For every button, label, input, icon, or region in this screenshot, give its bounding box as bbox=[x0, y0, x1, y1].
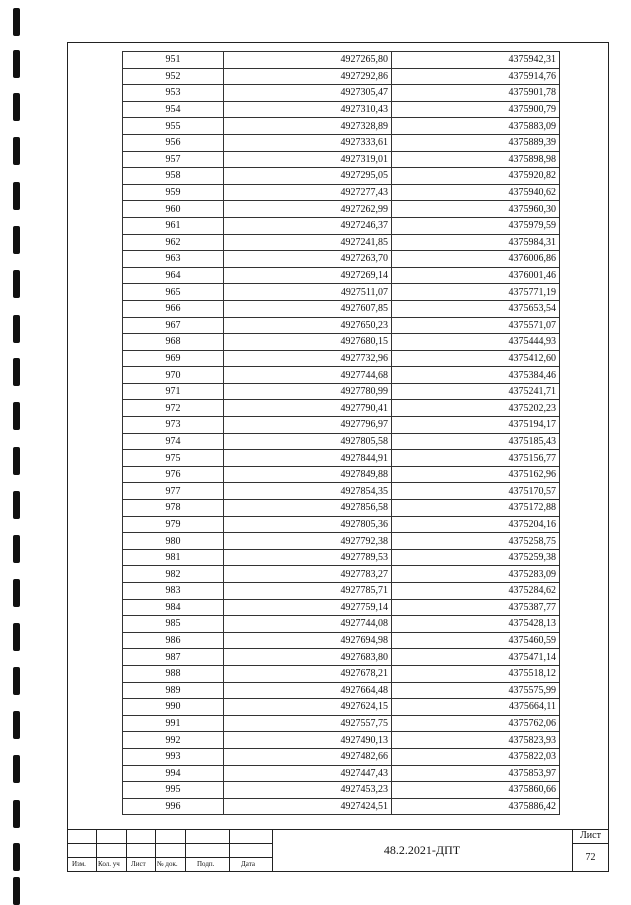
binding-hole bbox=[13, 137, 20, 165]
y-coordinate-cell: 4375259,38 bbox=[392, 549, 560, 566]
y-coordinate-cell: 4375162,96 bbox=[392, 466, 560, 483]
point-number-cell: 970 bbox=[123, 367, 224, 384]
binding-hole bbox=[13, 491, 20, 519]
point-number-cell: 971 bbox=[123, 383, 224, 400]
table-row bbox=[123, 267, 560, 284]
point-number-cell: 974 bbox=[123, 433, 224, 450]
x-coordinate-cell: 4927269,14 bbox=[224, 267, 392, 284]
label-signature: Подп. bbox=[197, 860, 215, 868]
table-row bbox=[123, 367, 560, 384]
table-row bbox=[123, 284, 560, 301]
point-number-cell: 994 bbox=[123, 765, 224, 782]
y-coordinate-cell: 4375284,62 bbox=[392, 583, 560, 600]
x-coordinate-cell: 4927783,27 bbox=[224, 566, 392, 583]
y-coordinate-cell: 4375444,93 bbox=[392, 334, 560, 351]
revision-col-divider bbox=[155, 829, 156, 872]
x-coordinate-cell: 4927805,36 bbox=[224, 516, 392, 533]
y-coordinate-cell: 4375571,07 bbox=[392, 317, 560, 334]
x-coordinate-cell: 4927780,99 bbox=[224, 383, 392, 400]
binding-holes bbox=[0, 0, 40, 905]
y-coordinate-cell: 4375822,03 bbox=[392, 748, 560, 765]
y-coordinate-cell: 4375241,71 bbox=[392, 383, 560, 400]
table-row bbox=[123, 234, 560, 251]
revision-col-divider bbox=[185, 829, 186, 872]
table-row bbox=[123, 134, 560, 151]
y-coordinate-cell: 4375940,62 bbox=[392, 184, 560, 201]
x-coordinate-cell: 4927744,68 bbox=[224, 367, 392, 384]
sheet-number: 72 bbox=[585, 852, 596, 863]
x-coordinate-cell: 4927680,15 bbox=[224, 334, 392, 351]
point-number-cell: 995 bbox=[123, 782, 224, 799]
y-coordinate-cell: 4375853,97 bbox=[392, 765, 560, 782]
table-row bbox=[123, 300, 560, 317]
point-number-cell: 963 bbox=[123, 251, 224, 268]
table-row bbox=[123, 798, 560, 815]
x-coordinate-cell: 4927263,70 bbox=[224, 251, 392, 268]
revision-col-divider bbox=[229, 829, 230, 872]
y-coordinate-cell: 4375898,98 bbox=[392, 151, 560, 168]
table-row bbox=[123, 599, 560, 616]
table-row bbox=[123, 450, 560, 467]
x-coordinate-cell: 4927732,96 bbox=[224, 350, 392, 367]
y-coordinate-cell: 4375387,77 bbox=[392, 599, 560, 616]
point-number-cell: 984 bbox=[123, 599, 224, 616]
point-number-cell: 961 bbox=[123, 217, 224, 234]
table-row bbox=[123, 400, 560, 417]
x-coordinate-cell: 4927650,23 bbox=[224, 317, 392, 334]
x-coordinate-cell: 4927292,86 bbox=[224, 68, 392, 85]
table-row bbox=[123, 466, 560, 483]
table-row bbox=[123, 516, 560, 533]
table-row bbox=[123, 151, 560, 168]
binding-hole bbox=[13, 535, 20, 563]
revision-row-divider bbox=[67, 857, 272, 858]
point-number-cell: 975 bbox=[123, 450, 224, 467]
binding-hole bbox=[13, 579, 20, 607]
y-coordinate-cell: 4375653,54 bbox=[392, 300, 560, 317]
point-number-cell: 967 bbox=[123, 317, 224, 334]
point-number-cell: 952 bbox=[123, 68, 224, 85]
point-number-cell: 956 bbox=[123, 134, 224, 151]
table-row bbox=[123, 52, 560, 69]
x-coordinate-cell: 4927328,89 bbox=[224, 118, 392, 135]
y-coordinate-cell: 4375979,59 bbox=[392, 217, 560, 234]
table-row bbox=[123, 317, 560, 334]
x-coordinate-cell: 4927424,51 bbox=[224, 798, 392, 815]
point-number-cell: 951 bbox=[123, 52, 224, 69]
point-number-cell: 987 bbox=[123, 649, 224, 666]
point-number-cell: 960 bbox=[123, 201, 224, 218]
table-row bbox=[123, 765, 560, 782]
point-number-cell: 969 bbox=[123, 350, 224, 367]
x-coordinate-cell: 4927447,43 bbox=[224, 765, 392, 782]
y-coordinate-cell: 4375204,16 bbox=[392, 516, 560, 533]
point-number-cell: 957 bbox=[123, 151, 224, 168]
table-row bbox=[123, 350, 560, 367]
x-coordinate-cell: 4927265,80 bbox=[224, 52, 392, 69]
x-coordinate-cell: 4927854,35 bbox=[224, 483, 392, 500]
x-coordinate-cell: 4927295,05 bbox=[224, 168, 392, 185]
x-coordinate-cell: 4927856,58 bbox=[224, 500, 392, 517]
table-row bbox=[123, 715, 560, 732]
sheet-label: Лист bbox=[572, 829, 609, 844]
point-number-cell: 983 bbox=[123, 583, 224, 600]
x-coordinate-cell: 4927792,38 bbox=[224, 533, 392, 550]
coordinates-table bbox=[122, 51, 560, 815]
y-coordinate-cell: 4375575,99 bbox=[392, 682, 560, 699]
table-row bbox=[123, 383, 560, 400]
table-row bbox=[123, 334, 560, 351]
x-coordinate-cell: 4927511,07 bbox=[224, 284, 392, 301]
table-row bbox=[123, 101, 560, 118]
point-number-cell: 962 bbox=[123, 234, 224, 251]
binding-hole bbox=[13, 8, 20, 36]
y-coordinate-cell: 4375886,42 bbox=[392, 798, 560, 815]
x-coordinate-cell: 4927482,66 bbox=[224, 748, 392, 765]
y-coordinate-cell: 4375460,59 bbox=[392, 632, 560, 649]
revision-col-divider bbox=[126, 829, 127, 872]
table-row bbox=[123, 417, 560, 434]
y-coordinate-cell: 4375901,78 bbox=[392, 85, 560, 102]
x-coordinate-cell: 4927277,43 bbox=[224, 184, 392, 201]
y-coordinate-cell: 4375384,46 bbox=[392, 367, 560, 384]
point-number-cell: 993 bbox=[123, 748, 224, 765]
x-coordinate-cell: 4927744,08 bbox=[224, 616, 392, 633]
y-coordinate-cell: 4375471,14 bbox=[392, 649, 560, 666]
x-coordinate-cell: 4927305,47 bbox=[224, 85, 392, 102]
y-coordinate-cell: 4375428,13 bbox=[392, 616, 560, 633]
y-coordinate-cell: 4375889,39 bbox=[392, 134, 560, 151]
x-coordinate-cell: 4927262,99 bbox=[224, 201, 392, 218]
point-number-cell: 966 bbox=[123, 300, 224, 317]
table-row bbox=[123, 748, 560, 765]
y-coordinate-cell: 4376001,46 bbox=[392, 267, 560, 284]
binding-hole bbox=[13, 447, 20, 475]
table-row bbox=[123, 533, 560, 550]
binding-hole bbox=[13, 315, 20, 343]
point-number-cell: 992 bbox=[123, 732, 224, 749]
y-coordinate-cell: 4375823,93 bbox=[392, 732, 560, 749]
point-number-cell: 985 bbox=[123, 616, 224, 633]
table-row bbox=[123, 483, 560, 500]
table-row bbox=[123, 632, 560, 649]
table-row bbox=[123, 433, 560, 450]
y-coordinate-cell: 4375283,09 bbox=[392, 566, 560, 583]
document-code: 48.2.2021-ДПТ bbox=[383, 843, 461, 857]
label-change: Изм. bbox=[72, 860, 86, 868]
point-number-cell: 976 bbox=[123, 466, 224, 483]
binding-hole bbox=[13, 755, 20, 783]
y-coordinate-cell: 4375883,09 bbox=[392, 118, 560, 135]
revision-row-divider bbox=[67, 843, 272, 844]
y-coordinate-cell: 4375960,30 bbox=[392, 201, 560, 218]
table-row bbox=[123, 500, 560, 517]
table-row bbox=[123, 68, 560, 85]
y-coordinate-cell: 4375771,19 bbox=[392, 284, 560, 301]
sheet-box bbox=[572, 829, 609, 872]
point-number-cell: 965 bbox=[123, 284, 224, 301]
x-coordinate-cell: 4927759,14 bbox=[224, 599, 392, 616]
binding-hole bbox=[13, 711, 20, 739]
point-number-cell: 977 bbox=[123, 483, 224, 500]
x-coordinate-cell: 4927607,85 bbox=[224, 300, 392, 317]
x-coordinate-cell: 4927790,41 bbox=[224, 400, 392, 417]
coordinates-table-body bbox=[123, 52, 560, 815]
x-coordinate-cell: 4927796,97 bbox=[224, 417, 392, 434]
table-row bbox=[123, 201, 560, 218]
x-coordinate-cell: 4927694,98 bbox=[224, 632, 392, 649]
y-coordinate-cell: 4375920,82 bbox=[392, 168, 560, 185]
table-row bbox=[123, 549, 560, 566]
y-coordinate-cell: 4375984,31 bbox=[392, 234, 560, 251]
point-number-cell: 973 bbox=[123, 417, 224, 434]
x-coordinate-cell: 4927333,61 bbox=[224, 134, 392, 151]
x-coordinate-cell: 4927241,85 bbox=[224, 234, 392, 251]
point-number-cell: 980 bbox=[123, 533, 224, 550]
y-coordinate-cell: 4375194,17 bbox=[392, 417, 560, 434]
table-row bbox=[123, 168, 560, 185]
y-coordinate-cell: 4375172,88 bbox=[392, 500, 560, 517]
y-coordinate-cell: 4375518,12 bbox=[392, 665, 560, 682]
label-quantity: Кол. уч bbox=[98, 860, 120, 868]
point-number-cell: 986 bbox=[123, 632, 224, 649]
table-row bbox=[123, 732, 560, 749]
point-number-cell: 964 bbox=[123, 267, 224, 284]
x-coordinate-cell: 4927246,37 bbox=[224, 217, 392, 234]
table-row bbox=[123, 184, 560, 201]
y-coordinate-cell: 4375914,76 bbox=[392, 68, 560, 85]
label-date: Дата bbox=[241, 860, 255, 868]
x-coordinate-cell: 4927789,53 bbox=[224, 549, 392, 566]
point-number-cell: 990 bbox=[123, 699, 224, 716]
point-number-cell: 979 bbox=[123, 516, 224, 533]
point-number-cell: 953 bbox=[123, 85, 224, 102]
y-coordinate-cell: 4375185,43 bbox=[392, 433, 560, 450]
point-number-cell: 996 bbox=[123, 798, 224, 815]
y-coordinate-cell: 4375412,60 bbox=[392, 350, 560, 367]
x-coordinate-cell: 4927624,15 bbox=[224, 699, 392, 716]
table-row bbox=[123, 566, 560, 583]
binding-hole bbox=[13, 93, 20, 121]
table-row bbox=[123, 682, 560, 699]
point-number-cell: 958 bbox=[123, 168, 224, 185]
revision-cells bbox=[67, 829, 272, 872]
binding-hole bbox=[13, 623, 20, 651]
point-number-cell: 978 bbox=[123, 500, 224, 517]
y-coordinate-cell: 4375202,23 bbox=[392, 400, 560, 417]
table-row bbox=[123, 782, 560, 799]
point-number-cell: 968 bbox=[123, 334, 224, 351]
y-coordinate-cell: 4375258,75 bbox=[392, 533, 560, 550]
y-coordinate-cell: 4375170,57 bbox=[392, 483, 560, 500]
table-row bbox=[123, 118, 560, 135]
x-coordinate-cell: 4927805,58 bbox=[224, 433, 392, 450]
x-coordinate-cell: 4927683,80 bbox=[224, 649, 392, 666]
x-coordinate-cell: 4927557,75 bbox=[224, 715, 392, 732]
binding-hole bbox=[13, 800, 20, 828]
label-doc-number: № док. bbox=[157, 860, 178, 868]
binding-hole bbox=[13, 270, 20, 298]
table-row bbox=[123, 699, 560, 716]
label-sheet: Лист bbox=[131, 860, 146, 868]
y-coordinate-cell: 4375942,31 bbox=[392, 52, 560, 69]
point-number-cell: 972 bbox=[123, 400, 224, 417]
binding-hole bbox=[13, 843, 20, 871]
binding-hole bbox=[13, 667, 20, 695]
x-coordinate-cell: 4927490,13 bbox=[224, 732, 392, 749]
y-coordinate-cell: 4376006,86 bbox=[392, 251, 560, 268]
binding-hole bbox=[13, 226, 20, 254]
x-coordinate-cell: 4927785,71 bbox=[224, 583, 392, 600]
binding-hole bbox=[13, 358, 20, 386]
x-coordinate-cell: 4927453,23 bbox=[224, 782, 392, 799]
x-coordinate-cell: 4927664,48 bbox=[224, 682, 392, 699]
binding-hole bbox=[13, 402, 20, 430]
x-coordinate-cell: 4927678,21 bbox=[224, 665, 392, 682]
x-coordinate-cell: 4927319,01 bbox=[224, 151, 392, 168]
table-row bbox=[123, 251, 560, 268]
point-number-cell: 989 bbox=[123, 682, 224, 699]
x-coordinate-cell: 4927310,43 bbox=[224, 101, 392, 118]
table-row bbox=[123, 217, 560, 234]
y-coordinate-cell: 4375860,66 bbox=[392, 782, 560, 799]
table-row bbox=[123, 665, 560, 682]
point-number-cell: 982 bbox=[123, 566, 224, 583]
table-row bbox=[123, 616, 560, 633]
revision-col-divider bbox=[96, 829, 97, 872]
x-coordinate-cell: 4927844,91 bbox=[224, 450, 392, 467]
title-block bbox=[67, 829, 609, 872]
point-number-cell: 991 bbox=[123, 715, 224, 732]
binding-hole bbox=[13, 182, 20, 210]
table-row bbox=[123, 583, 560, 600]
binding-hole bbox=[13, 877, 20, 905]
table-row bbox=[123, 85, 560, 102]
binding-hole bbox=[13, 50, 20, 78]
point-number-cell: 959 bbox=[123, 184, 224, 201]
point-number-cell: 955 bbox=[123, 118, 224, 135]
y-coordinate-cell: 4375900,79 bbox=[392, 101, 560, 118]
point-number-cell: 988 bbox=[123, 665, 224, 682]
x-coordinate-cell: 4927849,88 bbox=[224, 466, 392, 483]
y-coordinate-cell: 4375156,77 bbox=[392, 450, 560, 467]
table-row bbox=[123, 649, 560, 666]
point-number-cell: 981 bbox=[123, 549, 224, 566]
y-coordinate-cell: 4375762,06 bbox=[392, 715, 560, 732]
y-coordinate-cell: 4375664,11 bbox=[392, 699, 560, 716]
point-number-cell: 954 bbox=[123, 101, 224, 118]
